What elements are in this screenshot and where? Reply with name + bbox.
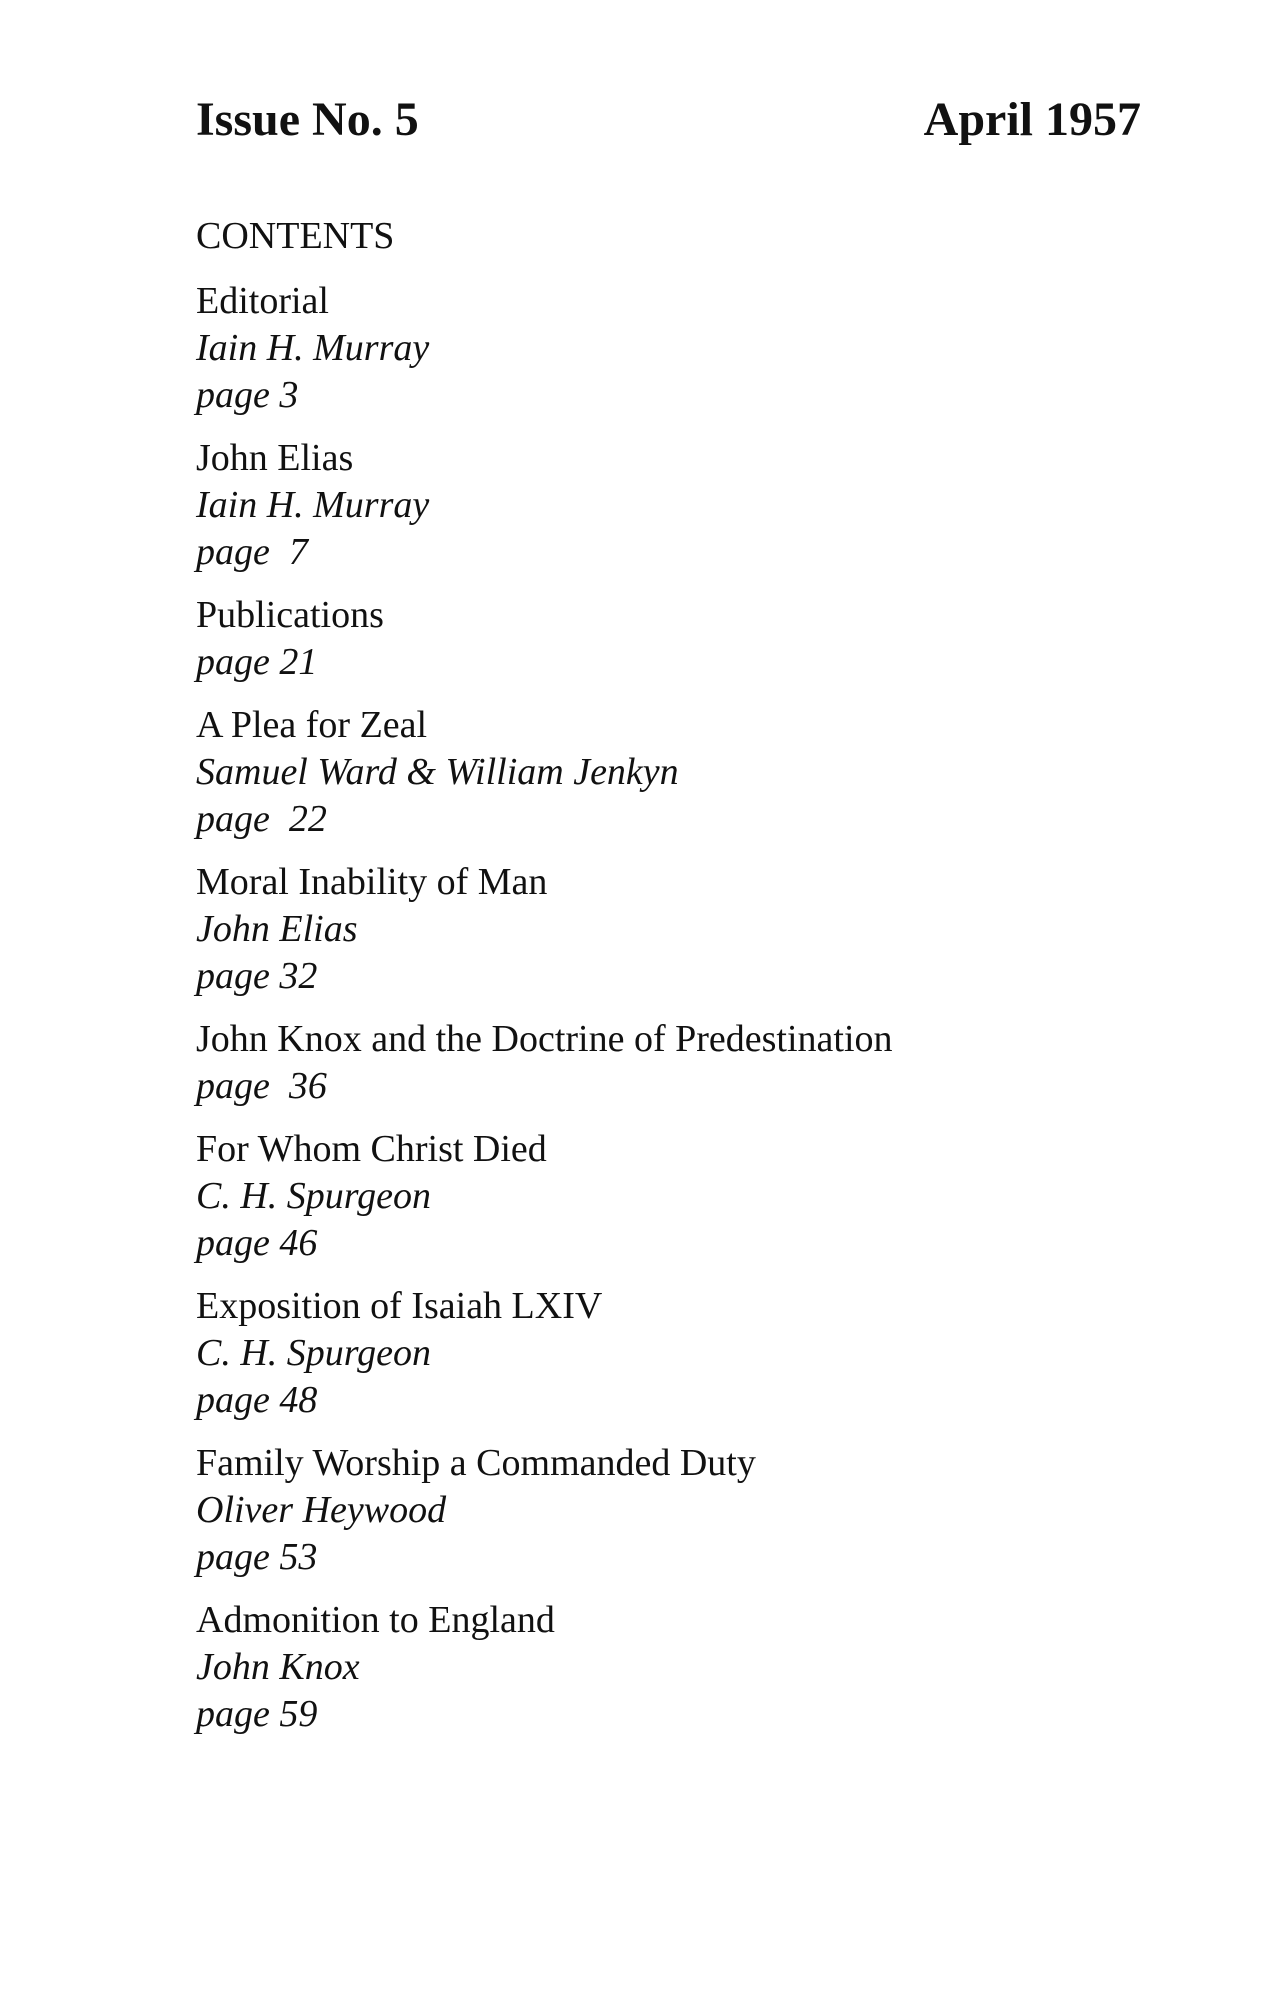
toc-entry-title: For Whom Christ Died: [196, 1128, 547, 1170]
toc-entry-page: page 21: [196, 641, 318, 683]
toc-entry-page: page 48: [196, 1379, 318, 1421]
toc-entry-author: John Elias: [196, 908, 358, 950]
toc-entry: [196, 278, 1141, 419]
toc-entry: [196, 1283, 1141, 1424]
table-of-contents: [196, 278, 1141, 1738]
toc-entry-author: Iain H. Murray: [196, 484, 430, 526]
toc-entry-title: John Elias: [196, 437, 354, 479]
toc-entry-author: John Knox: [196, 1646, 360, 1688]
toc-entry-title: Family Worship a Commanded Duty: [196, 1442, 756, 1484]
toc-entry: [196, 1016, 1141, 1110]
toc-entry-author: Oliver Heywood: [196, 1489, 447, 1531]
toc-entry-title: Moral Inability of Man: [196, 861, 548, 903]
toc-entry-title: Publications: [196, 594, 384, 636]
toc-entry-author: C. H. Spurgeon: [196, 1332, 432, 1374]
contents-page: [196, 0, 1141, 1754]
toc-entry: [196, 702, 1141, 843]
toc-entry-author: Samuel Ward & William Jenkyn: [196, 751, 679, 793]
issue-date: April 1957: [923, 93, 1141, 146]
toc-entry-page: page 3: [196, 374, 299, 416]
toc-entry-page: page 53: [196, 1536, 318, 1578]
toc-entry-title: Admonition to England: [196, 1599, 555, 1641]
toc-entry-title: Exposition of Isaiah LXIV: [196, 1285, 603, 1327]
toc-entry-page: page 59: [196, 1693, 318, 1735]
toc-entry: [196, 592, 1141, 686]
toc-entry-title: John Knox and the Doctrine of Predestination: [196, 1018, 893, 1060]
toc-entry-page: page 46: [196, 1222, 318, 1264]
contents-heading: CONTENTS: [196, 215, 395, 257]
toc-entry-page: page 22: [196, 798, 327, 840]
masthead: [196, 92, 1141, 148]
toc-entry: [196, 1440, 1141, 1581]
toc-entry-page: page 36: [196, 1065, 327, 1107]
toc-entry: [196, 1597, 1141, 1738]
toc-entry: [196, 1126, 1141, 1267]
toc-entry: [196, 435, 1141, 576]
toc-entry-page: page 32: [196, 955, 318, 997]
toc-entry-title: Editorial: [196, 280, 329, 322]
toc-entry-title: A Plea for Zeal: [196, 704, 428, 746]
issue-number: Issue No. 5: [196, 93, 419, 146]
toc-entry-page: page 7: [196, 531, 308, 573]
toc-entry-author: C. H. Spurgeon: [196, 1175, 432, 1217]
toc-entry-author: Iain H. Murray: [196, 327, 430, 369]
toc-entry: [196, 859, 1141, 1000]
